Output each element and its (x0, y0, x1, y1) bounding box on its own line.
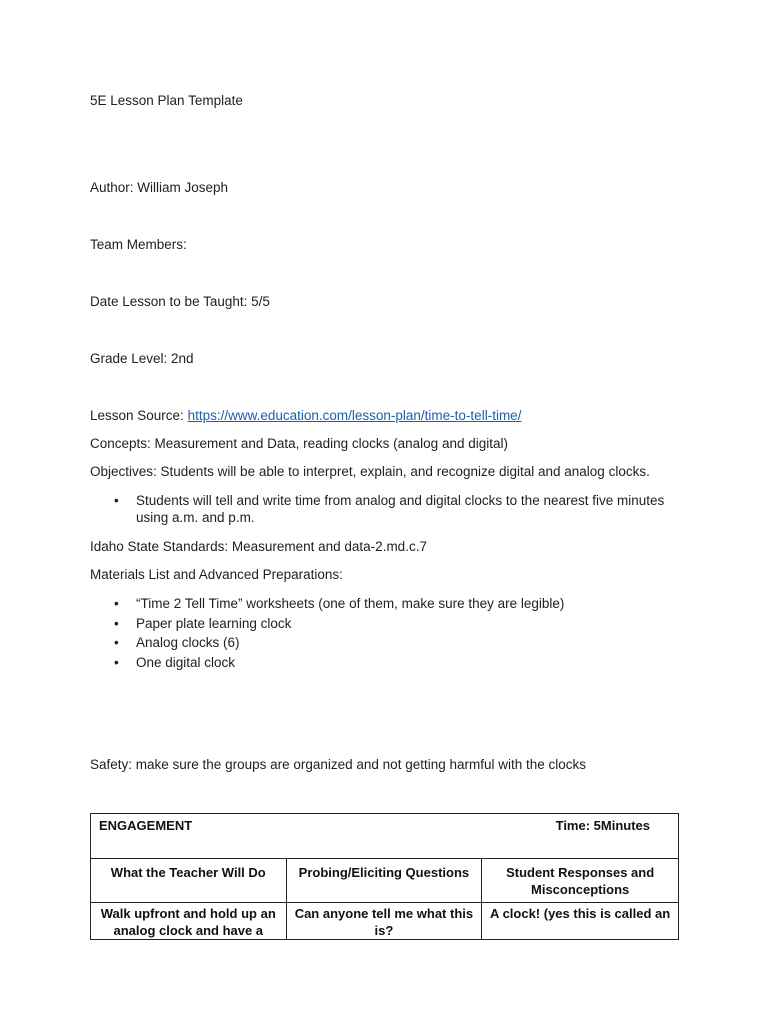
engagement-table (90, 813, 679, 940)
materials-heading: Materials List and Advanced Preparations: (90, 567, 343, 582)
material-item-text: Analog clocks (6) (136, 635, 240, 650)
engagement-header-cell (91, 814, 679, 859)
engagement-header-row (91, 814, 679, 859)
material-item-text: One digital clock (136, 654, 236, 670)
list-item (90, 614, 564, 634)
table-cell: A clock! (yes this is called an (482, 903, 679, 940)
lesson-source-link[interactable]: https://www.education.com/lesson-plan/time-to-tell-time/ (187, 408, 522, 423)
list-item (90, 594, 564, 614)
column-header: Student Responses and Misconceptions (482, 859, 679, 903)
lesson-source-label: Lesson Source: (90, 408, 188, 423)
list-item (90, 653, 564, 673)
standards-line: Idaho State Standards: Measurement and data-2.md.c.7 (90, 539, 427, 554)
objectives-list (90, 492, 664, 526)
table-cell: Can anyone tell me what this is? (286, 903, 482, 940)
table-cell: Walk upfront and hold up an analog clock and have a (91, 903, 287, 940)
bullet-icon: • (114, 596, 119, 611)
safety-line: Safety: make sure the groups are organized and not getting harmful with the clocks (90, 757, 587, 772)
materials-list (90, 594, 564, 672)
engagement-time: Time: 5Minutes (555, 818, 650, 833)
grade-level-line: Grade Level: 2nd (90, 351, 194, 366)
concepts-line: Concepts: Measurement and Data, reading clocks (analog and digital) (90, 436, 508, 451)
column-header: Probing/Eliciting Questions (286, 859, 482, 903)
list-item (90, 633, 564, 653)
lesson-source-line (90, 407, 521, 424)
table-header-row (91, 859, 679, 903)
objective-text-line-1: Students will tell and write time from analog and digital clocks to the nearest five minutes (136, 493, 665, 508)
bullet-icon: • (114, 635, 119, 650)
objectives-line: Objectives: Students will be able to interpret, explain, and recognize digital and analog clocks. (90, 464, 650, 479)
table-row (91, 903, 679, 940)
date-taught-line: Date Lesson to be Taught: 5/5 (90, 294, 270, 309)
bullet-icon: • (114, 615, 119, 631)
bullet-icon: • (114, 654, 119, 670)
material-item-text: Paper plate learning clock (136, 615, 292, 631)
column-header: What the Teacher Will Do (91, 859, 287, 903)
engagement-title: ENGAGEMENT (99, 818, 193, 833)
document-title: 5E Lesson Plan Template (90, 93, 243, 108)
bullet-icon: • (114, 493, 119, 508)
list-item (90, 492, 664, 526)
objective-text-line-2: using a.m. and p.m. (136, 510, 255, 525)
material-item-text: “Time 2 Tell Time” worksheets (one of them, make sure they are legible) (136, 596, 565, 611)
author-line: Author: William Joseph (90, 180, 229, 195)
team-members-line: Team Members: (90, 237, 187, 252)
